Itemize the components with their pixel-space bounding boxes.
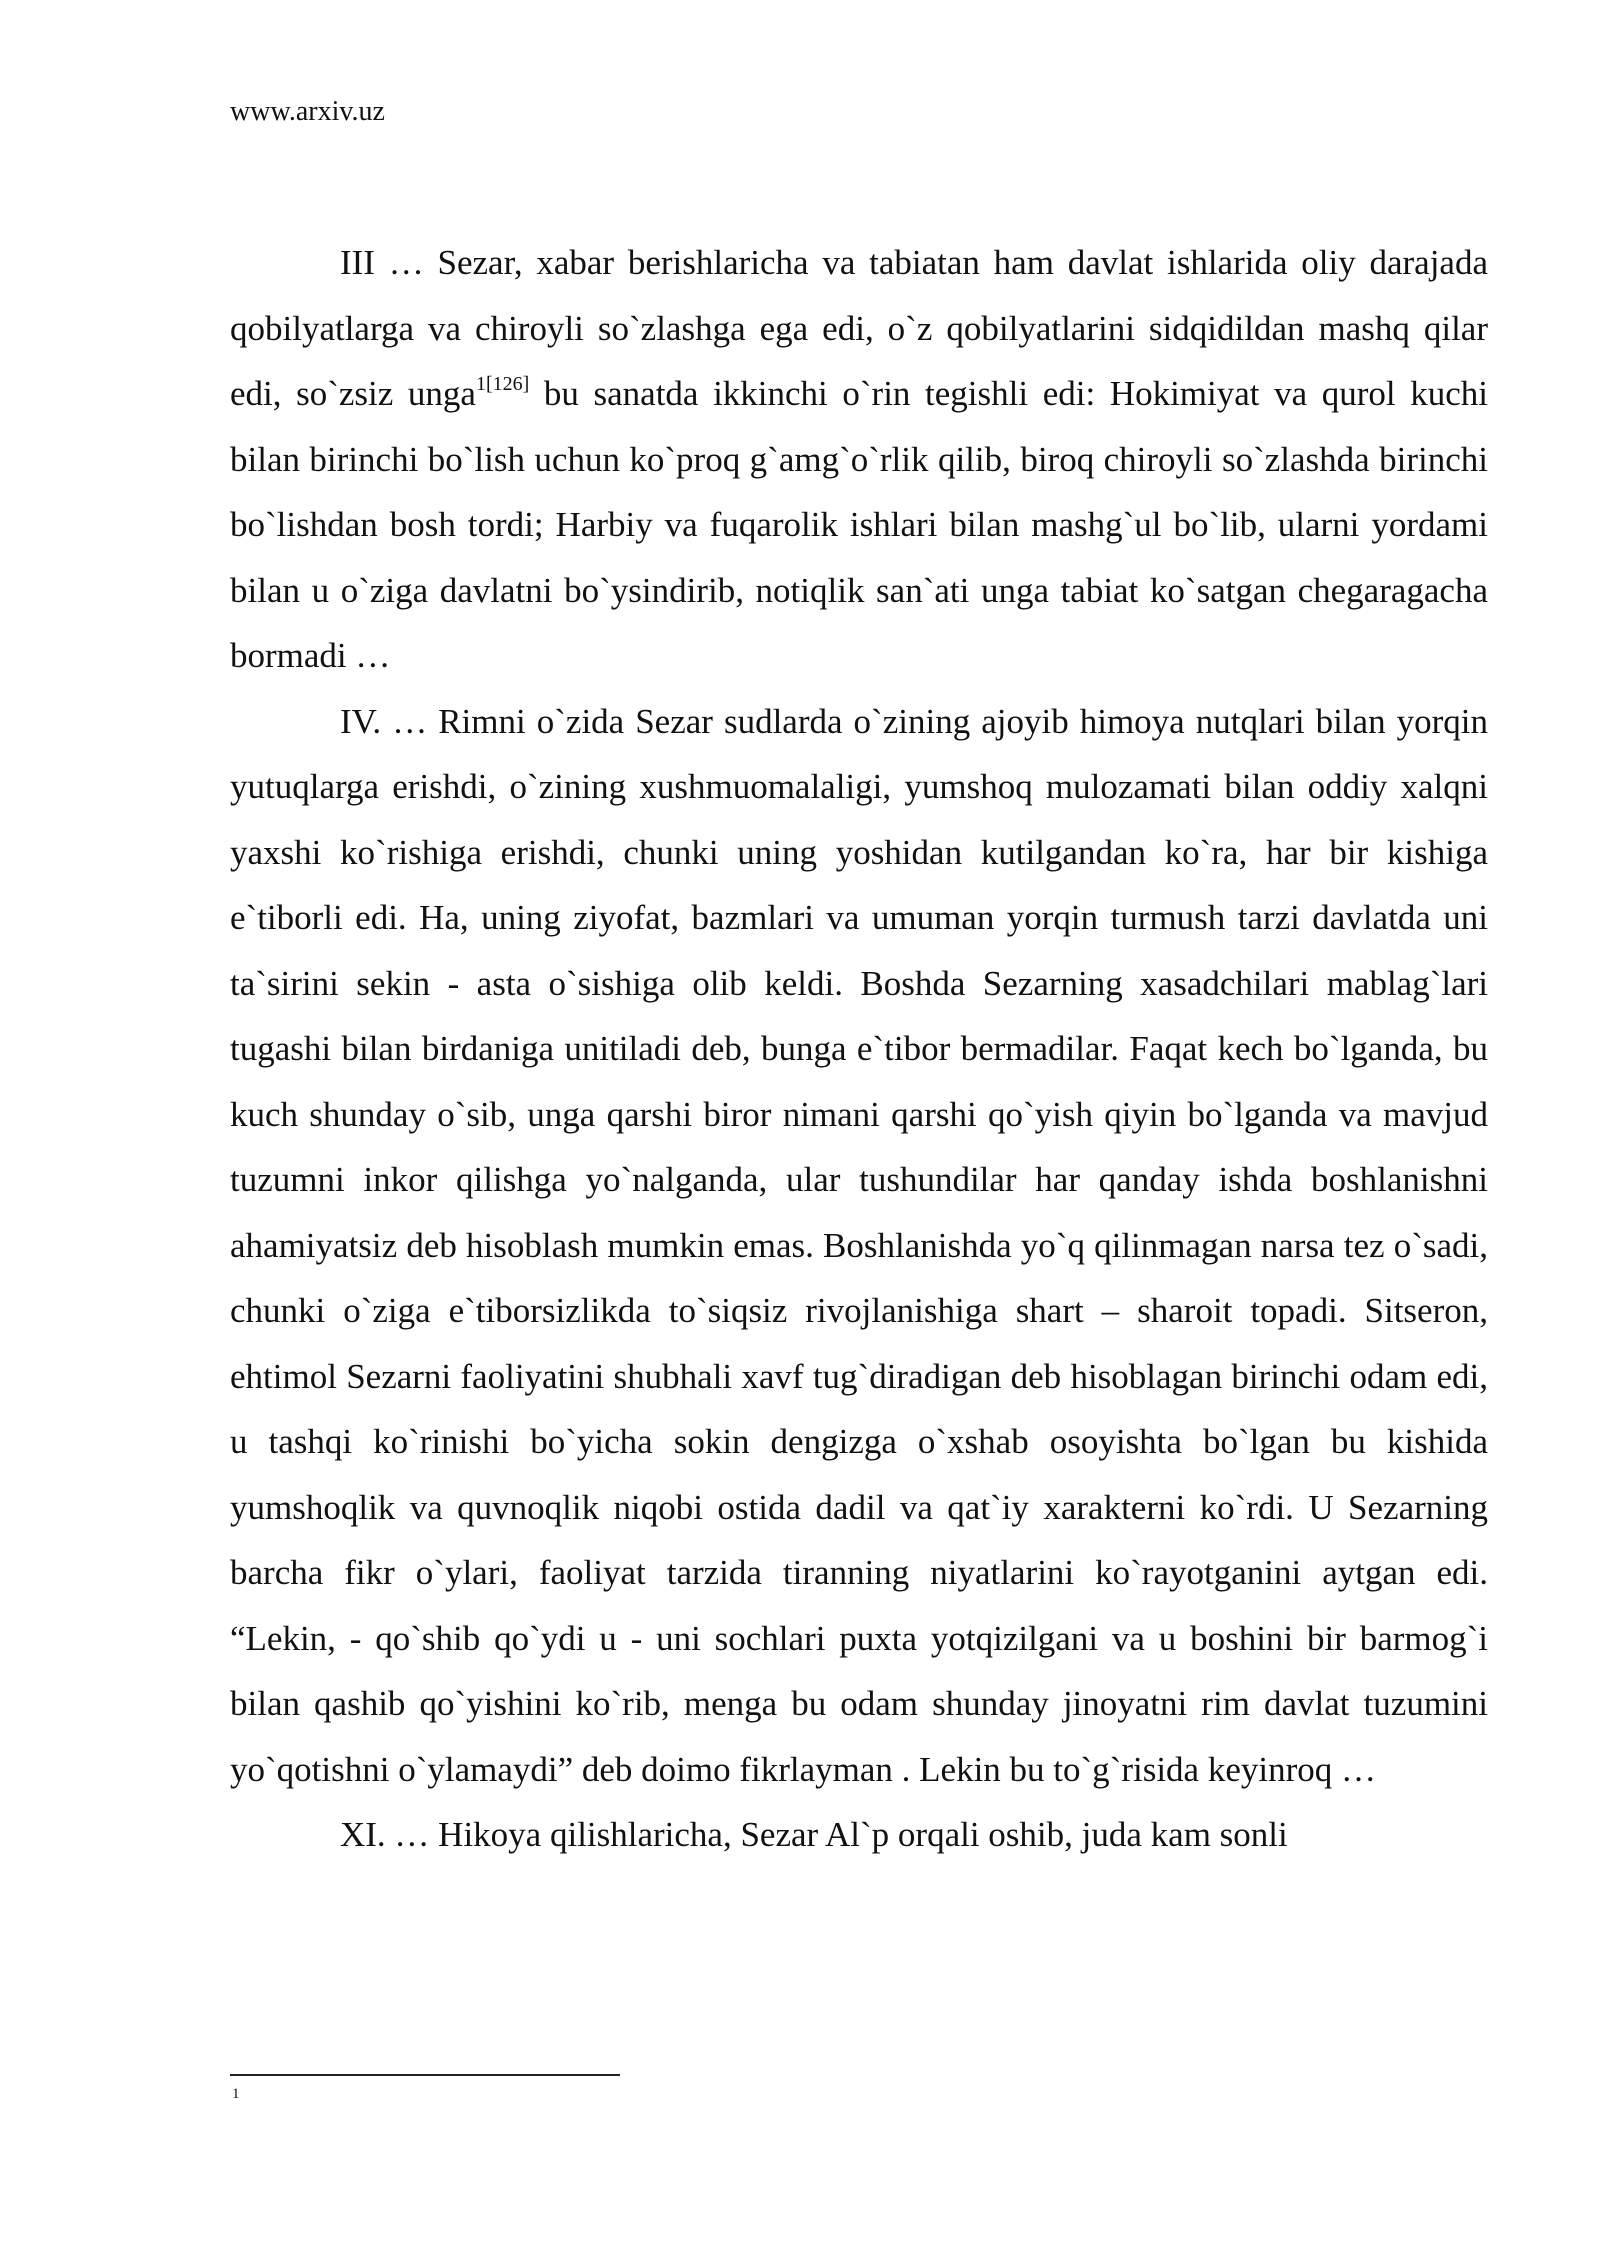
- body-text: [230, 230, 1488, 1868]
- paragraph-xi: XI. … Hikoya qilishlaricha, Sezar Al`p orqali oshib, juda kam sonli: [340, 1815, 1288, 1854]
- footnote-reference[interactable]: 1[126]: [475, 373, 530, 395]
- paragraph-iii: [230, 230, 1488, 689]
- footnote-divider: [230, 2074, 620, 2076]
- paragraph-text: III … Sezar, xabar berishlaricha va tabiatan ham davlat ishlarida oliy darajada qobilyatlarga va chiroyli so`zlashga ega edi, o`z qobilyatlarini sidqidildan mashq qilar edi, so`zsiz unga: [230, 243, 1488, 413]
- paragraph-text: bu sanatda ikkinchi o`rin tegishli edi: Hokimiyat va qurol kuchi bilan birinchi bo`lish uchun ko`proq g`amg`o`rlik qilib, biroq chiroyli so`zlashda birinchi bo`lishdan bosh tordi; Harbiy va fuqarolik ishlari bilan mashg`ul bo`lib, ularni yordami bilan u o`ziga davlatni bo`ysindirib, notiqlik san`ati unga tabiat ko`satgan chegaragacha bormadi …: [230, 374, 1489, 675]
- site-header: www.arxiv.uz: [230, 96, 385, 127]
- footnote-marker: 1: [232, 2086, 240, 2102]
- paragraph-iv: IV. … Rimni o`zida Sezar sudlarda o`zining ajoyib himoya nutqlari bilan yorqin yutuqlarga erishdi, o`zining xushmuomalaligi, yumshoq mulozamati bilan oddiy xalqni yaxshi ko`rishiga erishdi, chunki uning yoshidan kutilgandan ko`ra, har bir kishiga e`tiborli edi. Ha, uning ziyofat, bazmlari va umuman yorqin turmush tarzi davlatda uni ta`sirini sekin - asta o`sishiga olib keldi. Boshda Sezarning xasadchilari mablag`lari tugashi bilan birdaniga unitiladi deb, bunga e`tibor bermadilar. Faqat kech bo`lganda, bu kuch shunday o`sib, unga qarshi biror nimani qarshi qo`yish qiyin bo`lganda va mavjud tuzumni inkor qilishga yo`nalganda, ular tushundilar har qanday ishda boshlanishni ahamiyatsiz deb hisoblash mumkin emas. Boshlanishda yo`q qilinmagan narsa tez o`sadi, chunki o`ziga e`tiborsizlikda to`siqsiz rivojlanishiga shart – sharoit topadi. Sitseron, ehtimol Sezarni faoliyatini shubhali xavf tug`diradigan deb hisoblagan birinchi odam edi, u tashqi ko`rinishi bo`yicha sokin dengizga o`xshab osoyishta bo`lgan bu kishida yumshoqlik va quvnoqlik niqobi ostida dadil va qat`iy xarakterni ko`rdi. U Sezarning barcha fikr o`ylari, faoliyat tarzida tiranning niyatlarini ko`rayotganini aytgan edi. “Lekin, - qo`shib qo`ydi u - uni sochlari puxta yotqizilgani va u boshini bir barmog`i bilan qashib qo`yishini ko`rib, menga bu odam shunday jinoyatni rim davlat tuzumini yo`qotishni o`ylamaydi” deb doimo fikrlayman . Lekin bu to`g`risida keyinroq …: [230, 701, 1488, 1789]
